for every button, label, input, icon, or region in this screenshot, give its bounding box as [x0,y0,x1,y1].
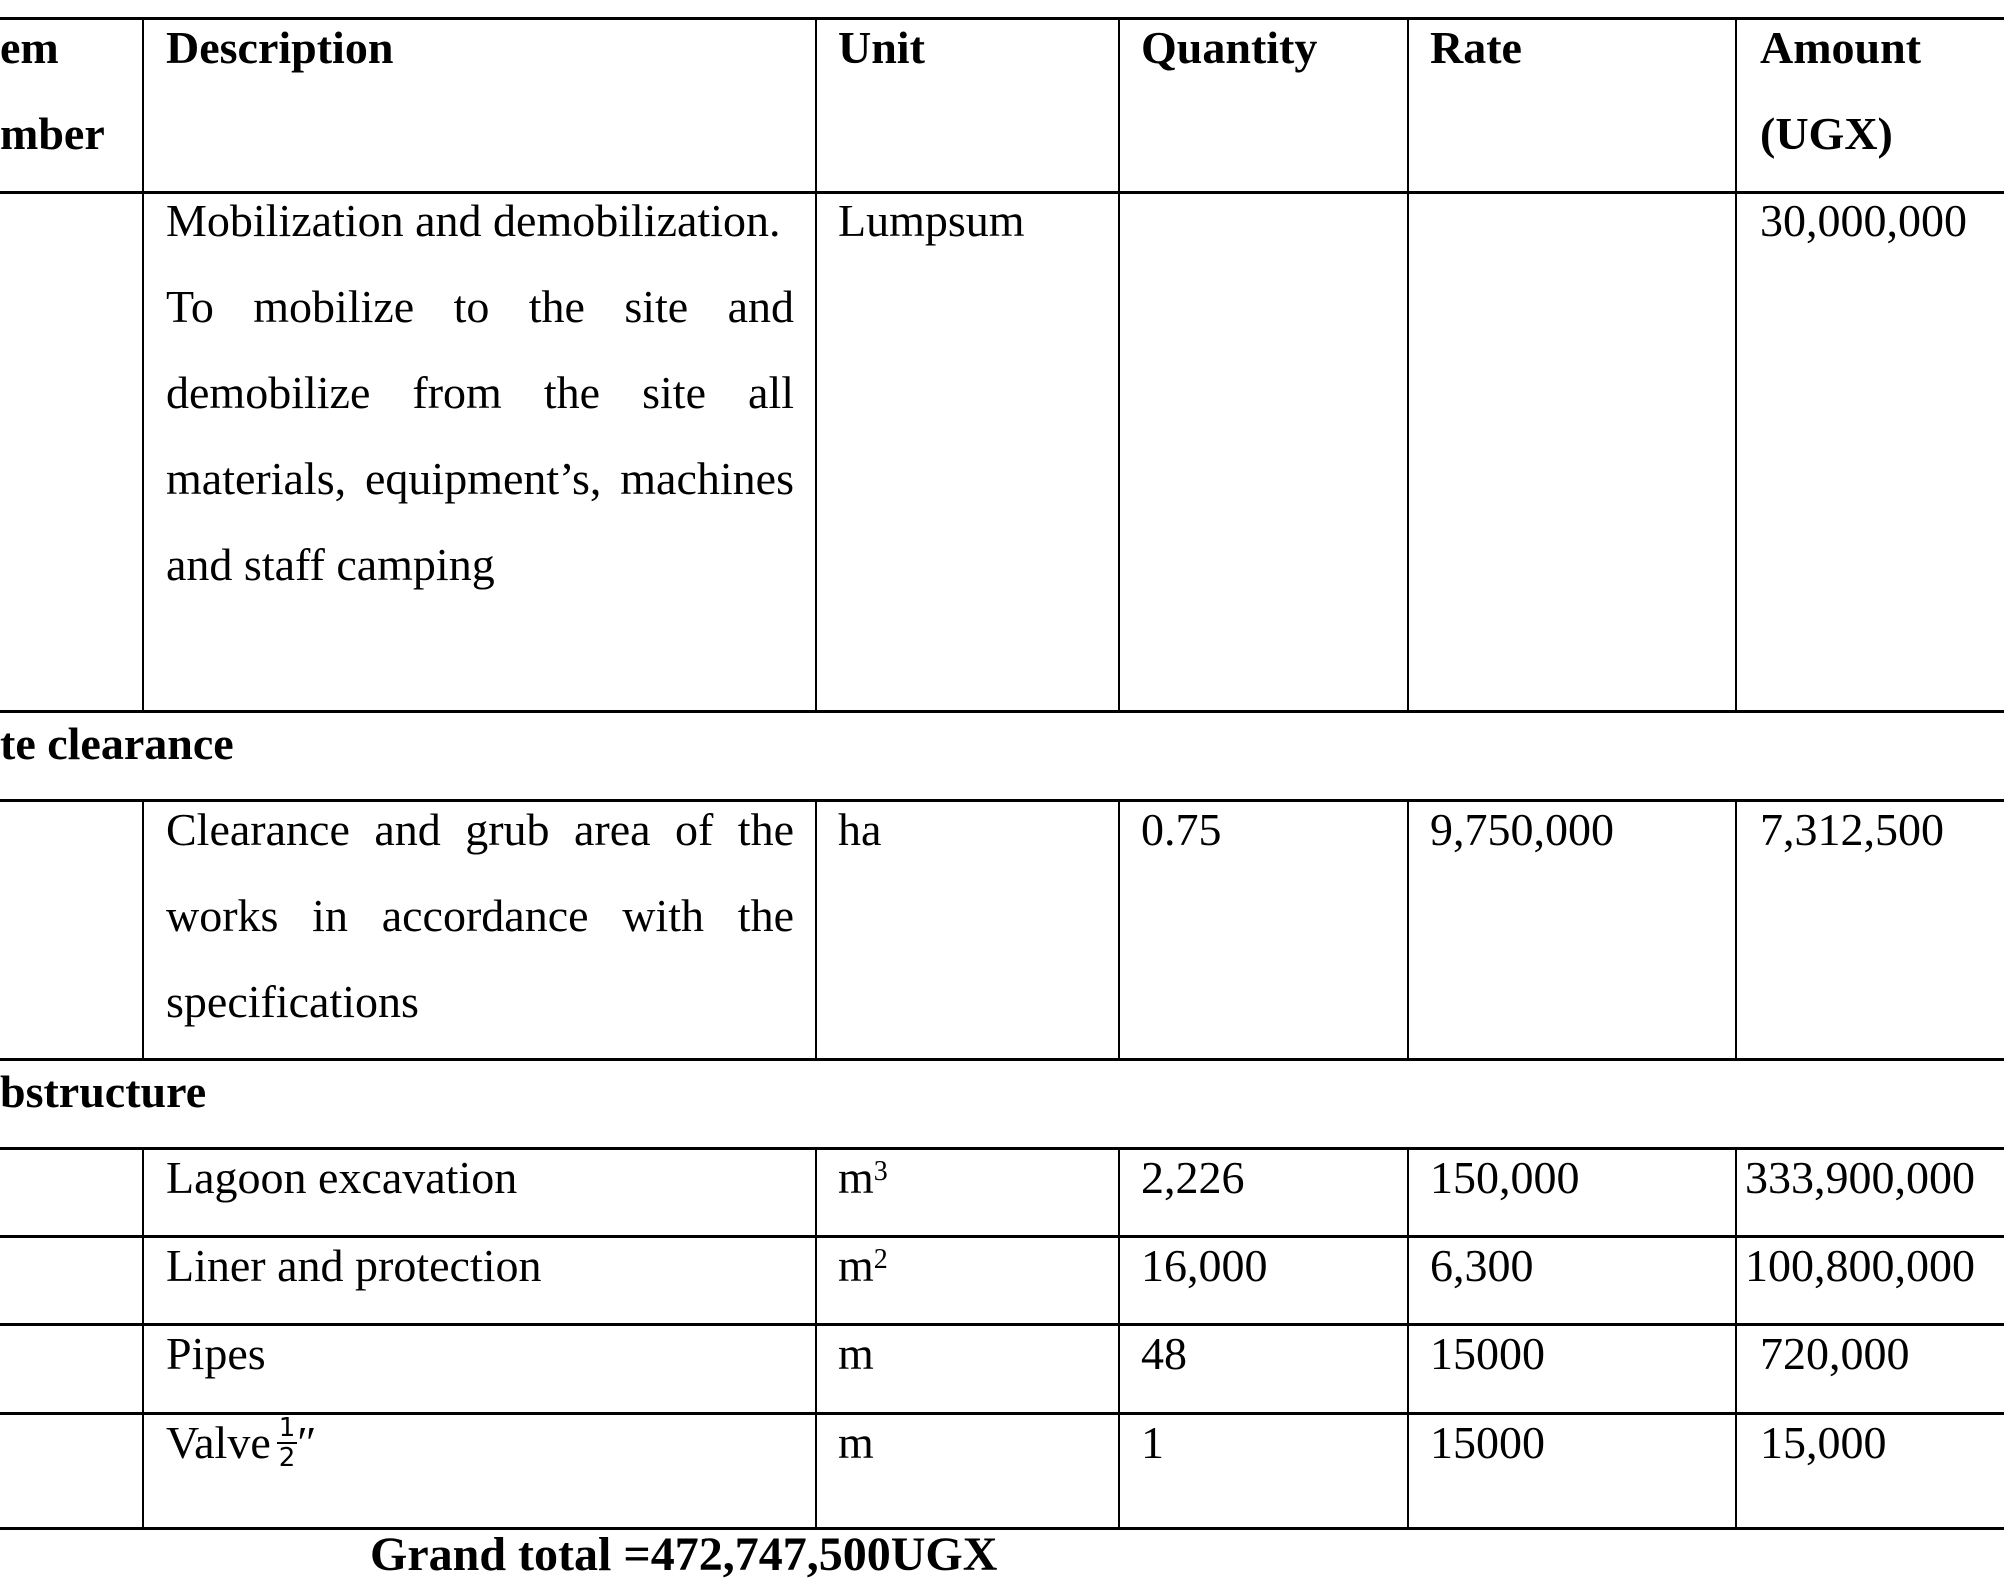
col-divider [1118,17,1120,711]
col-divider [815,17,817,711]
fraction-numerator: 1 [278,1413,296,1444]
table-row-unit: Lumpsum [838,195,1025,246]
col-divider [142,799,144,1059]
unit-base: m [838,1240,874,1291]
col-divider [815,799,817,1059]
col-divider [142,17,144,711]
col-divider [815,1147,817,1529]
table-row-unit: m [838,1417,874,1468]
col-divider [1735,799,1737,1059]
table-row-amount: 720,000 [1760,1328,1910,1379]
grand-total: Grand total =472,747,500UGX [370,1528,998,1581]
table-row-rate: 9,750,000 [1430,804,1614,855]
table-row-rate: 150,000 [1430,1152,1580,1203]
table-row-quantity: 0.75 [1141,804,1222,855]
fraction-half [277,1414,298,1472]
inch-mark: ″ [297,1417,317,1468]
table-row-rate: 15000 [1430,1328,1545,1379]
header-amount-line1: Amount [1760,22,1922,73]
row-border [0,710,2004,713]
mobilization-title: Mobilization and demobilization. [166,195,781,246]
table-row-unit [838,1135,888,1221]
table-row-description: Pipes [166,1328,266,1379]
row-border [0,1058,2004,1061]
fraction-denominator: 2 [278,1443,296,1474]
header-description: Description [166,22,394,73]
row-border [0,1323,2004,1326]
table-row-rate: 15000 [1430,1417,1545,1468]
header-item-number-line2: mber [0,108,105,159]
unit-base: m [838,1152,874,1203]
section-heading-site-clearance: te clearance [0,718,234,769]
col-divider [1407,1147,1409,1529]
col-divider [1735,1147,1737,1529]
table-row-description: Lagoon excavation [166,1152,518,1203]
col-divider [1118,799,1120,1059]
table-row-amount: 15,000 [1760,1417,1887,1468]
header-amount-line2: (UGX) [1760,108,1893,159]
table-row-description: Liner and protection [166,1240,542,1291]
col-divider [1407,17,1409,711]
col-divider [1407,799,1409,1059]
table-row-unit [838,1223,888,1309]
col-divider [1118,1147,1120,1529]
table-bottom-border [0,1527,2004,1530]
header-item-number-line1: em [0,22,59,73]
table-row-unit: m [838,1328,874,1379]
table-row-quantity: 1 [1141,1417,1164,1468]
table-row-amount: 100,800,000 [1745,1240,1975,1291]
table-row-quantity: 48 [1141,1328,1187,1379]
valve-label: Valve [166,1417,271,1468]
table-row-description [166,178,794,608]
header-amount [1760,5,1921,177]
unit-exponent: 3 [873,1156,888,1187]
mobilization-body: To mobilize to the site and demobilize from the site all materials, equipment’s, machines and staff camping [166,281,794,590]
table-row-amount: 30,000,000 [1760,195,1967,246]
table-row-unit: ha [838,804,882,855]
header-rate: Rate [1430,22,1522,73]
unit-exponent: 2 [873,1244,888,1275]
table-row-quantity: 16,000 [1141,1240,1268,1291]
col-divider [1735,17,1737,711]
table-row-amount: 333,900,000 [1745,1152,1975,1203]
header-item-number [0,5,140,177]
header-unit: Unit [838,22,925,73]
table-row-amount: 7,312,500 [1760,804,1944,855]
header-quantity: Quantity [1141,22,1318,73]
col-divider [142,1147,144,1529]
table-row-quantity: 2,226 [1141,1152,1245,1203]
section-heading-substructure: bstructure [0,1066,207,1117]
table-row-rate: 6,300 [1430,1240,1534,1291]
table-row-description [166,1400,316,1486]
table-row-description: Clearance and grub area of the works in accordance with the specifications [166,804,794,1027]
